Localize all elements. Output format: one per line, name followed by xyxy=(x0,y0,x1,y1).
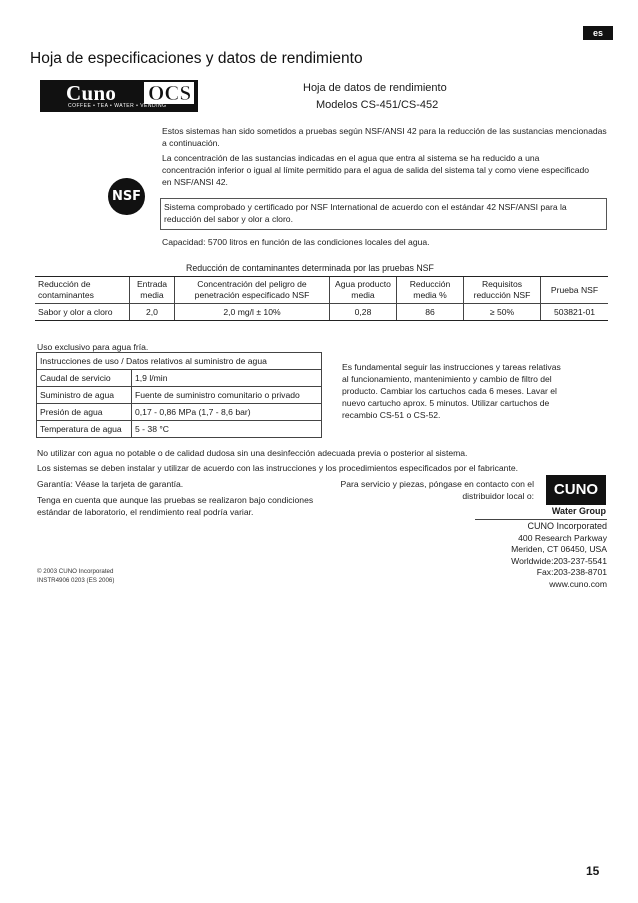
col-header: Agua producto media xyxy=(330,277,397,304)
table-cell: 0,28 xyxy=(330,304,397,321)
spec-value: 5 - 38 °C xyxy=(132,421,322,438)
table-cell: 86 xyxy=(397,304,464,321)
spec-header-row xyxy=(37,353,322,370)
logo-tagline: COFFEE • TEA • WATER • VENDING xyxy=(68,103,167,109)
potable-warning: No utilizar con agua no potable o de calidad dudosa sin una desinfección adecuada previa o posterior al sistema. xyxy=(37,448,468,458)
col-header: Requisitos reducción NSF xyxy=(464,277,541,304)
logo-brand: Cuno xyxy=(66,81,117,105)
table-cell: 503821-01 xyxy=(541,304,609,321)
cuno-ocs-logo xyxy=(40,80,198,112)
nsf-certification-box: Sistema comprobado y certificado por NSF International de acuerdo con el estándar 42 NSF/ANSI para la reducción del sabor y olor a cloro. xyxy=(160,198,607,230)
address-phone: Worldwide:203-237-5541 xyxy=(511,555,607,566)
cuno-logo: CUNO xyxy=(546,475,606,505)
address-divider xyxy=(475,519,607,520)
spec-row xyxy=(37,421,322,438)
document-code: INSTR4906 0203 (ES 2006) xyxy=(37,577,115,584)
table-cell: ≥ 50% xyxy=(464,304,541,321)
spec-label: Caudal de servicio xyxy=(37,370,132,387)
water-group-label: Water Group xyxy=(551,506,606,516)
company-address xyxy=(511,521,607,590)
intro-paragraph: Estos sistemas han sido sometidos a pruebas según NSF/ANSI 42 para la reducción de las sustancias mencionadas a continuación. xyxy=(162,126,607,148)
concentration-paragraph: La concentración de las sustancias indicadas en el agua que entra al sistema se ha reducido a una concentración inferior o igual al límite permitido para el agua de salida del sistema tal y como viene especificado en NSF/ANSI 42. xyxy=(162,153,590,187)
col-header: Entrada media xyxy=(130,277,175,304)
col-header: Reducción de contaminantes xyxy=(35,277,130,304)
maintenance-notice: Es fundamental seguir las instrucciones y tareas relativas al funcionamiento, mantenimiento y cambio de filtro del producto. Cambiar los cartuchos cada 6 meses. Lavar el nuevo cartucho aprox. 5 minutos. Utilizar cartuchos de recambio CS-51 o CS-52. xyxy=(342,362,561,420)
service-contact: Para servicio y piezas, póngase en contacto con el distribuidor local o: xyxy=(340,479,534,501)
language-tab: es xyxy=(583,26,613,40)
spec-row xyxy=(37,370,322,387)
table-row xyxy=(35,304,608,321)
page-heading: Hoja de especificaciones y datos de rendimiento xyxy=(30,50,363,67)
company-name: CUNO Incorporated xyxy=(527,521,607,531)
col-header: Concentración del peligro de penetración especificado NSF xyxy=(175,277,330,304)
cold-water-note: Uso exclusivo para agua fría. xyxy=(37,342,149,352)
address-street: 400 Research Parkway xyxy=(518,532,607,543)
col-header: Reducción media % xyxy=(397,277,464,304)
table-cell: Sabor y olor a cloro xyxy=(35,304,130,321)
col-header: Prueba NSF xyxy=(541,277,609,304)
table-title: Reducción de contaminantes determinada por las pruebas NSF xyxy=(186,263,434,273)
spec-value: Fuente de suministro comunitario o privado xyxy=(132,387,322,404)
spec-value: 1,9 l/min xyxy=(132,370,322,387)
address-fax: Fax:203-238-8701 xyxy=(536,567,607,577)
address-web: www.cuno.com xyxy=(549,578,607,589)
copyright-line: © 2003 CUNO Incorporated xyxy=(37,568,114,575)
spec-row xyxy=(37,387,322,404)
spec-label: Temperatura de agua xyxy=(37,421,132,438)
copyright xyxy=(37,567,114,585)
capacity-text: Capacidad: 5700 litros en función de las condiciones locales del agua. xyxy=(162,237,430,247)
spec-value: 0,17 - 0,86 MPa (1,7 - 8,6 bar) xyxy=(132,404,322,421)
logo-mark: OCS xyxy=(148,81,192,105)
installation-warning: Los sistemas se deben instalar y utilizar de acuerdo con las instrucciones y los procedimientos especificados por el fabricante. xyxy=(37,463,519,473)
address-city: Meriden, CT 06450, USA xyxy=(511,544,607,554)
spec-row xyxy=(37,404,322,421)
table-header-row xyxy=(35,277,608,304)
usage-spec-table xyxy=(36,352,322,438)
spec-label: Presión de agua xyxy=(37,404,132,421)
lab-disclaimer: Tenga en cuenta que aunque las pruebas se realizaron bajo condiciones estándar de laboratorio, el rendimiento real podría variar. xyxy=(37,495,314,517)
spec-header: Instrucciones de uso / Datos relativos al suministro de agua xyxy=(37,353,322,370)
table-cell: 2,0 xyxy=(130,304,175,321)
warranty-text: Garantía: Véase la tarjeta de garantía. xyxy=(37,479,184,489)
doc-title: Hoja de datos de rendimiento xyxy=(303,82,447,94)
nsf-logo: NSF xyxy=(108,178,145,215)
table-cell: 2,0 mg/l ± 10% xyxy=(175,304,330,321)
spec-label: Suministro de agua xyxy=(37,387,132,404)
doc-models: Modelos CS-451/CS-452 xyxy=(316,99,439,111)
performance-table xyxy=(35,276,608,321)
page-number: 15 xyxy=(586,864,600,878)
